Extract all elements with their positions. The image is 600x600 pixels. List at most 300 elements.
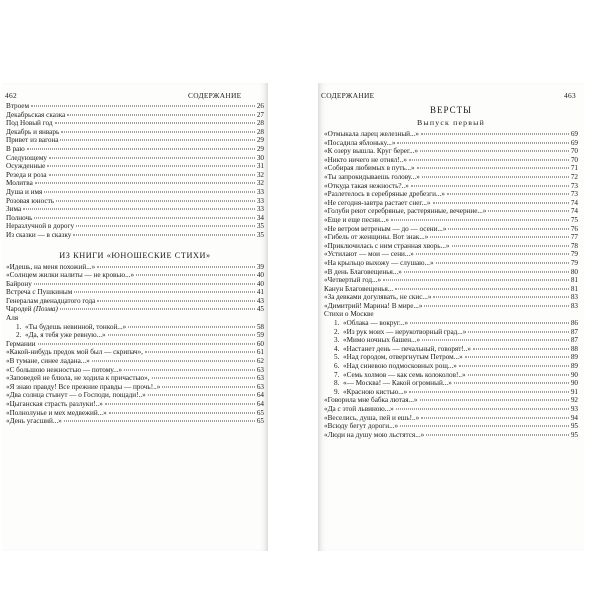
toc-entry-page: 73 [570,181,578,190]
toc-entry[interactable] [324,379,578,388]
toc-entry[interactable] [6,271,264,280]
group-label-ale: Аля [6,314,19,323]
toc-entry-page: 73 [570,190,578,199]
toc-entry-title: Германии [6,339,36,348]
toc-entry-title: Полночь [6,213,33,222]
dot-leader [383,280,569,281]
toc-entry-page: 61 [256,348,264,357]
toc-entry-page: 28 [256,127,264,136]
toc-entry[interactable] [324,405,578,414]
toc-entry-page: 63 [256,374,264,383]
toc-entry-title: Осужденные [6,162,46,171]
toc-entry[interactable] [6,179,264,188]
toc-entry-title: «— Москва! — Какой огромный...» [343,379,452,388]
dot-leader [411,185,569,186]
dot-leader [67,114,254,115]
toc-entry-title: Из сказки — в сказку [6,230,72,239]
dot-leader [488,211,568,212]
toc-list-youth-b [6,340,264,426]
left-page [2,83,268,551]
toc-entry-page: 60 [256,339,264,348]
toc-entry-title: «Гибель от женщины. Вот знак...» [324,233,429,242]
toc-entry-number: 2. [16,331,22,340]
toc-entry[interactable] [324,139,578,148]
toc-entry[interactable] [6,297,264,306]
toc-entry-page: 70 [570,155,578,164]
dot-leader [416,254,569,255]
running-head-left: СОДЕРЖАНИЕ [188,91,242,100]
toc-entry[interactable] [6,357,264,366]
toc-entry[interactable] [6,288,264,297]
toc-entry-page: 43 [256,296,264,305]
toc-entry[interactable] [6,205,264,214]
toc-entry[interactable] [6,102,264,111]
toc-list-versty [324,130,578,310]
dot-leader [31,106,255,107]
toc-entry-page: 95 [570,422,578,431]
toc-entry-page: 93 [570,405,578,413]
dot-leader [56,200,255,201]
dot-leader [433,202,569,203]
dot-leader [454,383,569,384]
toc-entry-page: 39 [256,262,264,271]
toc-entry-page: 32 [256,170,264,179]
dot-leader [473,348,569,349]
toc-entry-title: «Четвертый год...» [324,276,382,285]
toc-entry-title: «Два солнца стынут — о Господи, пощади!..» [6,391,146,400]
toc-entry[interactable] [324,302,578,311]
toc-entry-title: В раю [6,144,25,153]
dot-leader [34,283,255,284]
toc-entry[interactable] [6,128,264,137]
dot-leader [420,151,569,152]
toc-entry[interactable] [6,222,264,231]
toc-entry-title: «Настанет день — печальный, говорят!..» [343,344,471,353]
dot-leader [395,288,569,289]
dot-leader [60,140,254,141]
toc-entry-number: 7. [334,370,340,379]
toc-entry-number: 2. [334,327,340,336]
dot-leader [76,226,255,227]
toc-entry-number: 8. [334,379,340,388]
toc-entry[interactable] [324,431,578,440]
toc-entry-title: «Семь холмов — как семь колоколов!..» [343,370,466,379]
toc-list-moscow-label [324,310,578,319]
dot-leader [162,386,255,387]
toc-entry-page: 83 [570,301,578,310]
dot-leader [74,292,255,293]
dot-leader [152,378,255,379]
toc-entry-title: Под Новый год [6,119,53,128]
toc-entry-page: 29 [256,136,264,145]
toc-entry[interactable] [6,136,264,145]
dot-leader [396,409,569,410]
dot-leader [452,245,569,246]
toc-entry-title: Декабрь и январь [6,127,60,136]
toc-entry[interactable] [324,336,578,345]
toc-entry[interactable] [324,147,578,156]
toc-entry-title: «Люди на душу мою льстятся...» [324,430,425,439]
dot-leader [422,340,569,341]
toc-list-chardei [6,305,264,322]
toc-entry-page: 34 [256,213,264,222]
toc-entry-page: 86 [570,319,578,328]
toc-entry[interactable] [6,162,264,171]
toc-entry-title: «Идешь, на меня похожий...» [6,262,96,271]
toc-entry-page: 92 [570,396,578,405]
dot-leader [47,166,255,167]
dot-leader [27,148,255,149]
dot-leader [421,417,569,418]
toc-entry[interactable] [6,231,264,240]
toc-entry-title: «День угасший...» [6,417,62,426]
toc-entry-page: 35 [256,230,264,239]
toc-entry-page: 80 [570,267,578,276]
dot-leader [145,352,255,353]
toc-list-moscow [324,319,578,396]
toc-entry[interactable] [324,156,578,165]
toc-entry[interactable] [6,400,264,409]
toc-entry[interactable] [6,366,264,375]
toc-entry-title: Декабрьская сказка [6,110,66,119]
toc-entry-title: Привет из вагона [6,136,59,145]
toc-entry-page: 78 [570,241,578,250]
dot-leader [136,275,255,276]
toc-entry-title: «Ты запрокидываешь голову...» [324,172,420,181]
dot-leader [424,305,568,306]
toc-entry-page: 89 [570,362,578,371]
dot-leader [49,157,255,158]
toc-entry-page: 91 [570,387,578,396]
toc-entry-title: «Заповедей не блюла, не ходила к причастью», [6,374,150,383]
toc-entry-page: 69 [570,130,578,138]
toc-entry-page: 77 [570,233,578,242]
toc-entry[interactable] [6,323,264,332]
toc-entry-page: 69 [570,138,578,147]
toc-entry[interactable] [6,391,264,400]
toc-entry-title: «С большою нежностью — потому...» [6,365,123,374]
toc-entry-title: «За девками догулявать, не скис...» [324,293,432,302]
toc-entry-title: Байрону [6,279,32,288]
toc-entry[interactable] [324,353,578,362]
toc-entry[interactable] [6,197,264,206]
toc-entry-page: 63 [256,365,264,374]
dot-leader [92,361,255,362]
dot-leader [447,194,569,195]
toc-entry[interactable] [6,340,264,349]
toc-list-top [6,102,264,240]
toc-entry-number: 9. [334,387,340,396]
toc-entry[interactable] [324,130,578,139]
dot-leader [436,262,569,263]
toc-entry-page: 79 [570,250,578,259]
toc-entry[interactable] [324,388,578,397]
toc-entry-page: 45 [256,305,264,314]
dot-leader [34,217,254,218]
dot-leader [448,228,568,229]
toc-entry-page: 63 [256,382,264,391]
toc-entry-page: 88 [570,344,578,353]
toc-entry[interactable] [6,119,264,128]
toc-entry-title: «Голуби реют серебряные, растерянные, вечерние...» [324,207,487,216]
dot-leader [73,234,254,235]
toc-entry[interactable] [324,371,578,380]
toc-entry[interactable] [324,207,578,216]
toc-group-label [6,314,264,323]
toc-entry-title: «Говорила мне бабка лютая...» [324,396,418,405]
left-toc-body [6,102,264,426]
toc-entry[interactable] [6,145,264,154]
toc-entry-title: «Ты будешь невинной, тонкой...» [25,322,127,331]
toc-entry-page: 89 [570,353,578,362]
toc-entry[interactable] [324,414,578,423]
dot-leader [404,271,569,272]
dot-leader [409,391,569,392]
toc-entry-number: 5. [334,353,340,362]
dot-leader [44,191,254,192]
toc-entry[interactable] [324,173,578,182]
toc-entry-page: 71 [570,164,578,173]
toc-entry[interactable] [324,285,578,294]
toc-entry-page: 65 [256,417,264,426]
toc-entry[interactable] [324,422,578,431]
toc-entry[interactable] [324,276,578,285]
toc-entry-number: 1. [16,322,22,331]
dot-leader [61,131,255,132]
toc-list-ale [6,323,264,340]
dot-leader [60,309,255,310]
toc-entry[interactable] [6,305,264,314]
toc-entry-page: 81 [570,276,578,285]
toc-entry-title: «Еще и еще песни...» [324,215,389,224]
toc-entry[interactable] [324,182,578,191]
toc-entry-page: 35 [256,222,264,231]
toc-entry[interactable] [324,345,578,354]
dot-leader [426,434,569,435]
toc-entry-page: 94 [570,413,578,422]
toc-entry-title: Молитва [6,179,33,188]
running-head-right: СОДЕРЖАНИЕ [321,91,375,100]
toc-entry-title: «Облака — вокруг...» [343,319,409,328]
toc-entry-page: 64 [256,391,264,400]
toc-entry-page: 81 [570,284,578,293]
toc-entry[interactable] [6,280,264,289]
toc-entry-title: «Никто ничего не отнял!..» [324,155,407,164]
dot-leader [128,326,255,327]
toc-entry-page: 41 [256,288,264,297]
dot-leader [148,395,255,396]
toc-entry[interactable] [324,164,578,173]
toc-group-label [324,310,578,319]
toc-entry[interactable] [6,154,264,163]
toc-entry-title: Розовая юность [6,196,54,205]
toc-entry[interactable] [6,374,264,383]
toc-entry[interactable] [6,263,264,272]
group-label-moscow: Стихи о Москве [324,310,374,319]
toc-entry-title: Зима [6,205,22,214]
toc-entry-page: 76 [570,224,578,233]
dot-leader [49,174,255,175]
toc-entry-title: «Мимо ночных башен...» [343,336,421,345]
toc-entry-title: Чародей [6,305,34,314]
toc-entry-title: Душа и имя [6,187,43,196]
toc-entry-page: 40 [256,279,264,288]
toc-entry-page: 65 [256,408,264,417]
toc-entry-title: «Всюду бегут дороги...» [324,422,399,431]
dot-leader [109,412,255,413]
toc-entry[interactable] [324,293,578,302]
dot-leader [97,266,255,267]
dot-leader [409,159,569,160]
toc-entry-page: 87 [570,336,578,345]
toc-entry-page: 27 [256,110,264,119]
section-heading-youth: ИЗ КНИГИ «ЮНОШЕСКИЕ СТИХИ» [59,250,211,260]
toc-entry-title: «Да, я тебя уже ревную...» [25,331,106,340]
toc-entry-title: «Какой-нибудь предок мой был — скрипач», [6,348,143,357]
toc-entry-number: 6. [334,362,340,371]
toc-entry-title: «Посадила яблоньку...» [324,138,396,147]
toc-entry-title: «Не сегодня-завтра растает снег...» [324,198,431,207]
dot-leader [38,343,255,344]
toc-entry[interactable] [6,331,264,340]
toc-list-youth-a [6,263,264,306]
toc-entry[interactable] [324,199,578,208]
toc-entry-title: «Цыганская страсть разлуки!..» [6,400,103,408]
toc-entry[interactable] [6,348,264,357]
toc-entry-number: 4. [334,344,340,353]
right-toc-body [324,102,578,439]
toc-entry-title: «Отмыкала ларец железный...» [324,130,419,138]
toc-entry-italic: (Поэма) [33,305,58,314]
toc-entry[interactable] [324,225,578,234]
dot-leader [55,123,255,124]
toc-entry-page: 33 [256,196,264,205]
dot-leader [410,323,569,324]
toc-entry[interactable] [6,171,264,180]
toc-entry-number: 1. [334,319,340,328]
toc-entry-title: «Да с этой львиною...» [324,405,394,413]
toc-entry-title: Генералам двенадцатого года [6,296,96,305]
dot-leader [468,331,569,332]
toc-entry-page: 87 [570,327,578,336]
toc-entry-page: 26 [256,102,264,110]
toc-entry-title: «Откуда такая нежность?..» [324,181,409,190]
toc-entry-page: 90 [570,370,578,379]
toc-entry[interactable] [324,216,578,225]
toc-entry-title: «К озеру вышла. Круг берег...» [324,147,419,156]
toc-entry-title: Следующему [6,153,47,162]
toc-entry[interactable] [6,188,264,197]
dot-leader [430,237,569,238]
toc-entry-page: 30 [256,153,264,162]
toc-entry-page: 32 [256,179,264,188]
toc-entry[interactable] [6,111,264,120]
toc-entry-page: 75 [570,215,578,224]
dot-leader [417,168,569,169]
toc-entry-page: 33 [256,205,264,214]
toc-entry-page: 58 [256,322,264,331]
toc-entry-page: 59 [256,331,264,340]
toc-entry[interactable] [324,190,578,199]
right-page [318,83,584,551]
toc-entry-title: «Над городом, отвергнутым Петром...» [343,353,463,362]
toc-entry-page: 62 [256,357,264,366]
toc-entry-title: «В день Благовещенья...» [324,267,402,276]
toc-entry-title: «Я знаю правду! Все прежние правды — прочь!..» [6,382,161,391]
toc-entry-page: 64 [256,400,264,408]
page-number-left: 462 [5,91,17,100]
dot-leader [459,366,569,367]
dot-leader [35,183,255,184]
dot-leader [23,209,255,210]
dot-leader [124,369,255,370]
toc-entry-title: «Веселись, душа, пей и ешь!..» [324,413,420,422]
dot-leader [97,300,254,301]
dot-leader [465,357,569,358]
toc-entry-page: 29 [256,144,264,153]
toc-entry-title: «Собирая любимых в путь...» [324,164,415,173]
dot-leader [433,297,568,298]
toc-entry-title: «Приключилась с ним странная хворь...» [324,241,450,250]
dot-leader [420,400,569,401]
toc-entry-title: Канун Благовещенья... [324,284,394,293]
toc-entry[interactable] [324,319,578,328]
toc-entry-title: Втроем [6,102,30,110]
toc-entry-title: «Красною кистью...» [343,387,408,396]
toc-entry-page: 79 [570,258,578,267]
toc-entry[interactable] [324,362,578,371]
dot-leader [421,134,569,135]
toc-entry-page: 28 [256,119,264,128]
toc-entry[interactable] [324,233,578,242]
toc-list-versty-b [324,396,578,439]
toc-entry-title: «Из рук моих — нерукотворный град...» [343,327,467,336]
toc-entry[interactable] [324,396,578,405]
toc-entry-title: Неразлучной в дорогу [6,222,75,231]
toc-entry[interactable] [6,383,264,392]
toc-entry-page: 74 [570,207,578,216]
toc-entry[interactable] [6,214,264,223]
toc-entry[interactable] [324,242,578,251]
dot-leader [400,426,569,427]
dot-leader [108,335,255,336]
section-subheading: Выпуск первый [417,118,485,127]
dot-leader [468,374,569,375]
toc-entry-title: «Солнцем жилки налиты — не кровью...» [6,271,135,280]
toc-entry-page: 70 [570,147,578,156]
toc-entry[interactable] [324,259,578,268]
dot-leader [397,142,568,143]
toc-entry[interactable] [324,328,578,337]
dot-leader [422,176,569,177]
toc-entry-page: 74 [570,198,578,207]
toc-entry[interactable] [6,417,264,426]
toc-entry[interactable] [324,250,578,259]
toc-entry-page: 90 [570,379,578,388]
toc-entry-page: 40 [256,271,264,280]
toc-entry-page: 31 [256,162,264,171]
page-number-right: 463 [564,91,576,100]
toc-entry[interactable] [6,409,264,418]
toc-entry-title: «На крыльцо выхожу — слушаю...» [324,258,434,267]
toc-entry-title: «Не ветром ветреным — до — осени...» [324,224,447,233]
toc-entry-title: «Разлетелось в серебряные дребезги...» [324,190,445,199]
toc-entry-title: «Полнолунье и мех медвежий...» [6,408,107,417]
section-heading-versty: ВЕРСТЫ [430,105,472,115]
toc-entry[interactable] [324,268,578,277]
dot-leader [64,421,255,422]
toc-entry-page: 95 [570,430,578,439]
